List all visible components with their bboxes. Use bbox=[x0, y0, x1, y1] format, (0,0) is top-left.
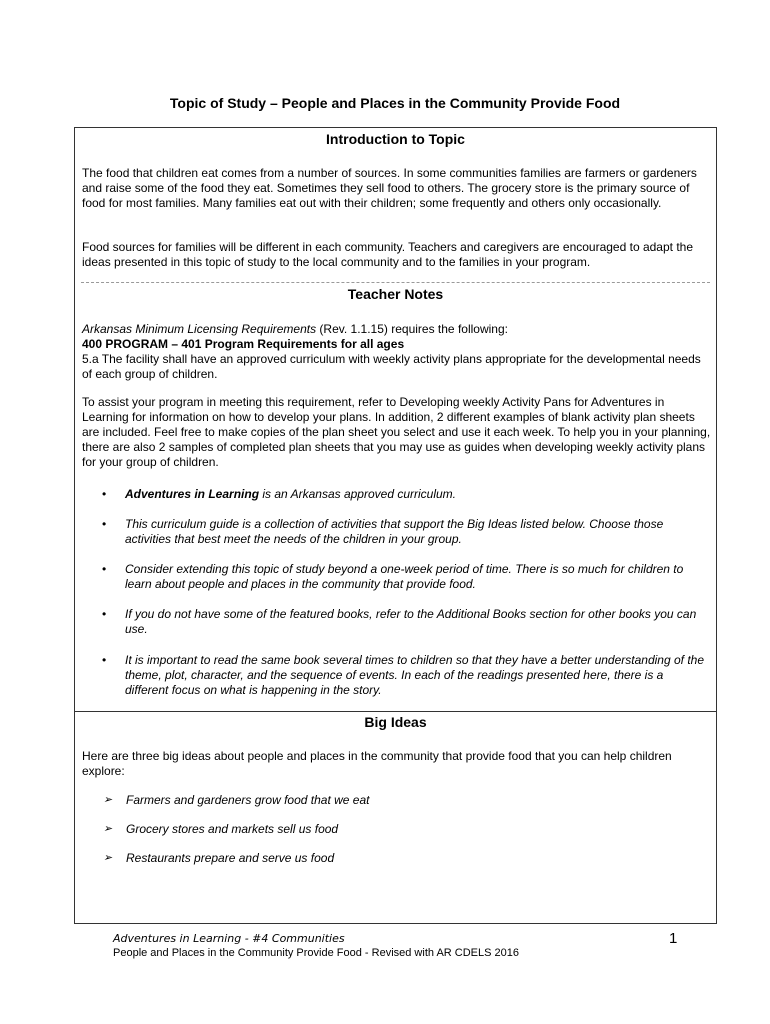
bullet-dot: • bbox=[102, 517, 107, 531]
intro-heading: Introduction to Topic bbox=[326, 131, 465, 147]
big-idea-text: Restaurants prepare and serve us food bbox=[126, 851, 335, 865]
bullet-3-text: Consider extending this topic of study beyond a one-week period of time. There is so much for children to learn about people and places in the community that provide food. bbox=[125, 562, 684, 591]
big-ideas-intro: Here are three big ideas about people and places in the community that provide food that you can help children explore: bbox=[82, 749, 672, 778]
list-item bbox=[103, 822, 686, 837]
bullet-2-text: This curriculum guide is a collection of activities that support the Big Ideas listed below. Choose those activities that best meet the needs of the children in your group. bbox=[125, 517, 664, 546]
bullet-dot: • bbox=[102, 562, 107, 576]
big-ideas-heading: Big Ideas bbox=[364, 714, 427, 730]
document-title: Topic of Study – People and Places in the Community Provide Food bbox=[169, 95, 621, 111]
assist-paragraph: To assist your program in meeting this requirement, refer to Developing weekly Activity Pans for Adventures in Learning for information on how to develop your plans. In addition, 2 different examples of blank activity plan sheets are included. Feel free to make copies of the plan sheet you select and use it each week. To help you in your planning, there are also 2 samples of completed plan sheets that you may use as guides when developing weekly activity plans for your group of children. bbox=[82, 395, 711, 469]
page-number: 1 bbox=[669, 930, 678, 947]
bullet-dot: • bbox=[102, 653, 107, 667]
section-divider bbox=[81, 282, 710, 283]
bullet-item bbox=[102, 607, 708, 637]
licensing-requirements-line bbox=[82, 322, 714, 337]
footer-topic: People and Places in the Community Provide Food - Revised with AR CDELS 2016 bbox=[113, 947, 519, 959]
licensing-requirements-title: Arkansas Minimum Licensing Requirements bbox=[82, 322, 317, 336]
big-idea-text: Farmers and gardeners grow food that we eat bbox=[126, 793, 370, 807]
footer-series: Adventures in Learning - #4 Communities bbox=[113, 932, 345, 945]
bullet-4-text: If you do not have some of the featured books, refer to the Additional Books section for other books you can use. bbox=[125, 607, 697, 636]
licensing-requirements-rest: (Rev. 1.1.15) requires the following: bbox=[316, 322, 508, 336]
bullet-dot: • bbox=[102, 607, 107, 621]
intro-paragraph-1: The food that children eat comes from a number of sources. In some communities families are farmers or gardeners and raise some of the food they eat. Sometimes they sell food to others. The grocery store is the primary source of food for most families. Many families eat out with their children; some frequently and others only occasionally. bbox=[82, 166, 697, 210]
list-item bbox=[103, 793, 686, 808]
curriculum-name: Adventures in Learning bbox=[125, 487, 260, 501]
big-idea-text: Grocery stores and markets sell us food bbox=[126, 822, 339, 836]
rule-5a: 5.a The facility shall have an approved curriculum with weekly activity plans appropriate for the developmental needs of each group of children. bbox=[82, 352, 701, 381]
section-divider bbox=[75, 711, 716, 712]
bullet-1-text: is an Arkansas approved curriculum. bbox=[259, 487, 457, 501]
arrow-bullet-icon: ➢ bbox=[103, 794, 113, 806]
intro-paragraph-2: Food sources for families will be different in each community. Teachers and caregivers are encouraged to adapt the ideas presented in this topic of study to the local community and to the families in your program. bbox=[82, 240, 693, 269]
arrow-bullet-icon: ➢ bbox=[103, 852, 113, 864]
content-box bbox=[74, 127, 717, 924]
teacher-notes-heading: Teacher Notes bbox=[347, 286, 444, 302]
program-requirements-line: 400 PROGRAM – 401 Program Requirements for all ages bbox=[82, 337, 405, 351]
bullet-item bbox=[102, 517, 708, 547]
bullet-dot: • bbox=[102, 487, 107, 501]
bullet-5-text: It is important to read the same book several times to children so that they have a better understanding of the theme, plot, character, and the sequence of events. In each of the readings presented here, there is a different focus on what is happening in the story. bbox=[125, 653, 704, 697]
arrow-bullet-icon: ➢ bbox=[103, 823, 113, 835]
bullet-item bbox=[102, 487, 708, 502]
list-item bbox=[103, 851, 686, 866]
bullet-item bbox=[102, 562, 708, 592]
bullet-item bbox=[102, 653, 708, 698]
